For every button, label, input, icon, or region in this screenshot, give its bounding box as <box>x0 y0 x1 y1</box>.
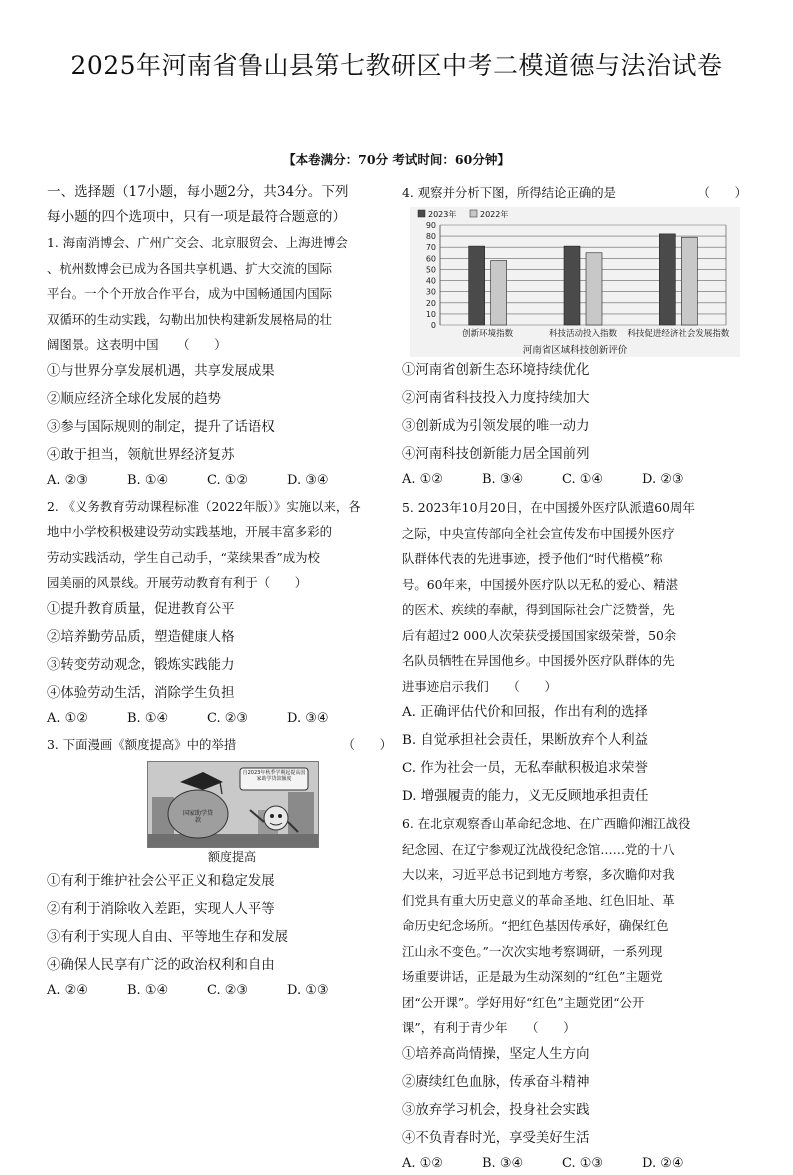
q6-option: ①培养高尚情操，坚定人生方向 <box>402 1046 590 1062</box>
q6-answers <box>402 1153 747 1175</box>
q6-stem-line: 6. 在北京观察香山革命纪念地、在广西瞻仰湘江战役 <box>402 816 691 831</box>
right-column <box>402 180 747 1175</box>
q4-option: ②河南省科技投入力度持续加大 <box>402 391 590 406</box>
q1-stem-line: 、杭州数博会已成为各国共享机遇、扩大交流的国际 <box>47 260 332 276</box>
chart-bar <box>564 246 580 325</box>
question-3 <box>47 732 392 1002</box>
chart-legend-swatch <box>418 210 425 217</box>
q2-option: ③转变劳动观念，锻炼实践能力 <box>47 657 235 673</box>
q6-answer-d: D. ②④ <box>642 1155 684 1171</box>
q2-stem-line: 园美丽的风景线。开展劳动教育有利于（ ） <box>47 575 308 590</box>
question-4 <box>402 180 747 491</box>
q1-stem-line: 双循环的生动实践，勾勒出加快构建新发展格局的壮 <box>47 311 332 327</box>
chart-bar <box>586 253 602 325</box>
q3-option: ④确保人民享有广泛的政治权利和自由 <box>47 957 275 973</box>
cartoon-image <box>147 761 319 848</box>
q4-stem: 4. 观察并分析下图，所得结论正确的是 <box>402 185 617 200</box>
q1-option: ①与世界分享发展机遇，共享发展成果 <box>47 363 275 379</box>
q3-option: ②有利于消除收入差距，实现人人平等 <box>47 901 275 917</box>
q1-stem-line: 平台。一个个开放合作平台，成为中国畅通国内国际 <box>47 286 332 301</box>
q6-stem-line: 场重要讲话，正是最为生动深刻的“红色”主题党 <box>402 969 663 984</box>
chart-bar <box>681 237 697 325</box>
chart-y-tick-label: 20 <box>425 298 436 308</box>
q1-answer-a: A. ②③ <box>47 472 88 488</box>
q6-stem-line: 大以来，习近平总书记到地方考察，多次瞻仰对我 <box>402 867 675 882</box>
section-instruction: 每小题的四个选项中，只有一项是最符合题意的） <box>47 209 347 225</box>
q6-stem-line: 命历史纪念场所。“把红色基因传承好，确保红色 <box>402 918 669 933</box>
q2-answer-b: B. ①④ <box>127 710 169 726</box>
q2-option: ④体验劳动生活，消除学生负担 <box>47 685 235 701</box>
q2-stem-line: 地中小学校积极建设劳动实践基地，开展丰富多彩的 <box>47 524 332 539</box>
q4-answers <box>402 469 747 491</box>
chart-title: 河南省区域科技创新评价 <box>522 345 628 356</box>
question-1 <box>47 230 392 492</box>
chart-legend-label: 2023年 <box>428 210 457 219</box>
q6-option: ④不负青春时光，享受美好生活 <box>402 1130 590 1146</box>
q4-answer-c: C. ①④ <box>562 472 604 487</box>
q5-stem-line: 的医术、疾续的奉献，得到国际社会广泛赞誉，先 <box>402 602 675 617</box>
q5-stem-line: 5. 2023年10月20日，在中国援外医疗队派遣60周年 <box>402 500 695 515</box>
q1-stem-line: 阔图景。这表明中国 （ ） <box>47 337 227 352</box>
q1-answers <box>47 470 392 492</box>
q1-option: ③参与国际规则的制定，提升了话语权 <box>47 419 275 435</box>
chart-y-tick-label: 0 <box>430 321 436 330</box>
chart-y-tick-label: 70 <box>425 243 436 253</box>
q5-option-b: B. 自觉承担社会责任，果断放弃个人利益 <box>402 733 648 748</box>
q2-option: ②培养勤劳品质，塑造健康人格 <box>47 629 235 645</box>
q3-option: ①有利于维护社会公平正义和稳定发展 <box>47 873 275 889</box>
q4-answer-d: D. ②③ <box>642 472 684 487</box>
chart-y-tick-label: 50 <box>425 265 436 275</box>
q4-option: ④河南科技创新能力居全国前列 <box>402 447 590 462</box>
q2-option: ①提升教育质量，促进教育公平 <box>47 601 235 617</box>
q1-option: ④敢于担当，领航世界经济复苏 <box>47 447 235 463</box>
q3-answer-c: C. ②③ <box>207 982 249 998</box>
q1-answer-c: C. ①② <box>207 472 249 488</box>
cartoon-sign-text: 自2023年秋季学期起提高国家助学贷款额度 <box>242 769 306 782</box>
chart-bar <box>469 246 485 325</box>
bar-chart-svg <box>410 207 740 357</box>
question-5 <box>402 495 747 811</box>
q5-stem-line: 之际，中央宣传部向全社会宣传发布中国援外医疗 <box>402 525 675 541</box>
q5-option-d: D. 增强履责的能力，义无反顾地承担责任 <box>402 789 649 804</box>
q1-answer-d: D. ③④ <box>287 472 329 488</box>
left-column <box>47 180 392 1002</box>
page-title: 2025年河南省鲁山县第七教研区中考二模道德与法治试卷 <box>70 51 723 80</box>
q5-stem-line: 号。60年来，中国援外医疗队以无私的爱心、精湛 <box>402 576 678 592</box>
cartoon-caption: 额度提高 <box>207 849 256 864</box>
q3-answer-a: A. ②④ <box>47 982 88 998</box>
chart-y-tick-label: 30 <box>425 287 436 297</box>
chart-x-tick-label: 创新环境指数 <box>462 329 514 339</box>
q2-answers <box>47 708 392 730</box>
q6-option: ③放弃学习机会，投身社会实践 <box>402 1102 590 1118</box>
chart-legend-label: 2022年 <box>480 210 509 219</box>
q6-option: ②赓续红色血脉，传承奋斗精神 <box>402 1074 590 1090</box>
chart-legend-swatch <box>470 210 477 217</box>
q3-answer-paren: （ ） <box>342 736 392 752</box>
q4-option: ③创新成为引领发展的唯一动力 <box>402 419 590 434</box>
q5-stem-line: 名队员牺牲在异国他乡。中国援外医疗队群体的先 <box>402 653 675 668</box>
cartoon-bag-text: 国家助学贷款 <box>182 809 213 824</box>
q2-stem-line: 2. 《义务教育劳动课程标准（2022年版）》实施以来，各 <box>47 498 361 514</box>
chart-y-tick-label: 60 <box>425 254 436 264</box>
q6-answer-b: B. ③④ <box>482 1155 524 1171</box>
exam-info: 【本卷满分：70分 考试时间：60分钟】 <box>283 152 510 167</box>
q6-stem-line: 纪念园、在辽宁参观辽沈战役纪念馆……党的十八 <box>402 841 675 857</box>
q4-answer-paren: （ ） <box>697 185 747 200</box>
q1-option: ②顺应经济全球化发展的趋势 <box>47 391 222 407</box>
chart-y-tick-label: 10 <box>425 309 436 319</box>
q5-option-a: A. 正确评估代价和回报，作出有利的选择 <box>402 705 648 720</box>
chart-x-tick-label: 科技促进经济社会发展指数 <box>627 329 730 339</box>
chart-y-tick-label: 80 <box>425 232 436 242</box>
chart-y-tick-label: 40 <box>425 276 436 286</box>
q3-stem: 3. 下面漫画《额度提高》中的举措 <box>47 736 237 752</box>
q2-stem-line: 劳动实践活动，学生自己动手，“菜续果香”成为校 <box>47 549 320 565</box>
q6-stem-line: 们党具有重大历史意义的革命圣地、红色旧址、革 <box>402 892 675 908</box>
q1-stem-line: 1. 海南消博会、广州广交会、北京服贸会、上海进博会 <box>47 235 348 250</box>
q4-answer-a: A. ①② <box>402 472 443 487</box>
question-2 <box>47 494 392 730</box>
q2-answer-d: D. ③④ <box>287 710 329 726</box>
q3-answer-d: D. ①③ <box>287 982 329 998</box>
chart-bar <box>491 261 507 325</box>
bar-chart <box>410 207 740 357</box>
q5-option-c: C. 作为社会一员，无私奉献积极追求荣誉 <box>402 761 648 776</box>
q4-answer-b: B. ③④ <box>482 472 524 487</box>
q6-stem-line: 团“公开课”。学好用好“红色”主题党团“公开 <box>402 994 645 1010</box>
q5-stem-line: 进事迹启示我们 （ ） <box>402 678 557 694</box>
q1-answer-b: B. ①④ <box>127 472 169 488</box>
q4-option: ①河南省创新生态环境持续优化 <box>402 363 590 378</box>
q6-answer-c: C. ①③ <box>562 1155 604 1171</box>
section-heading: 一、选择题（17小题，每小题2分，共34分。下列 <box>47 184 349 200</box>
q6-answer-a: A. ①② <box>402 1155 443 1171</box>
q2-answer-c: C. ②③ <box>207 710 249 726</box>
q3-option: ③有利于实现人自由、平等地生存和发展 <box>47 929 289 945</box>
q6-stem-line: 江山永不变色。”一次次实地考察调研，一系列现 <box>402 943 663 959</box>
chart-x-tick-label: 科技活动投入指数 <box>548 329 618 339</box>
q2-answer-a: A. ①② <box>47 710 88 726</box>
q5-stem-line: 队群体代表的先进事迹，授予他们“时代楷模”称 <box>402 551 663 566</box>
q5-stem-line: 后有超过2 000人次荣获受援国国家级荣誉，50余 <box>402 627 677 643</box>
chart-bar <box>659 234 675 325</box>
chart-y-tick-label: 90 <box>425 221 436 230</box>
q3-answers <box>47 980 392 1002</box>
q6-stem-line: 课”，有利于青少年 （ ） <box>402 1020 576 1035</box>
q3-answer-b: B. ①④ <box>127 982 169 998</box>
question-6 <box>402 811 747 1175</box>
